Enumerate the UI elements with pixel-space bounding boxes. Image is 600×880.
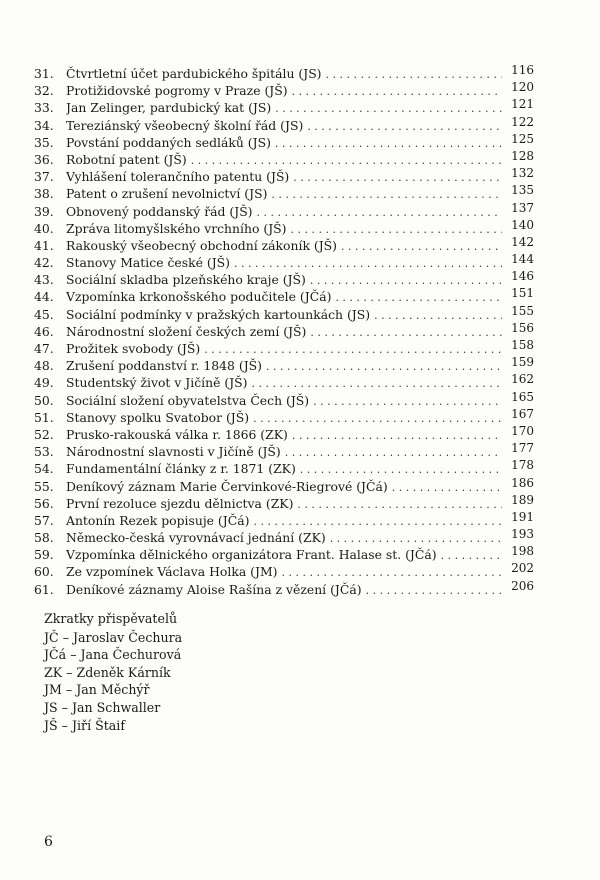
- toc-entry-page: 162: [511, 372, 534, 387]
- toc-entry-number: 52.: [34, 426, 54, 442]
- toc-dot-leader: [392, 479, 502, 496]
- toc-entry-number: 37.: [34, 169, 54, 185]
- toc-entry-title: Zrušení poddanství r. 1848 (JŠ): [66, 358, 262, 374]
- abbreviation-item: JŠ – Jiří Štaif: [44, 717, 125, 733]
- toc-entry-number: 57.: [34, 512, 54, 528]
- toc-dot-leader: [275, 100, 502, 117]
- toc-dot-leader: [204, 341, 502, 358]
- toc-dot-leader: [292, 427, 502, 444]
- toc-entry: [34, 320, 534, 340]
- toc-entry: [34, 200, 534, 220]
- toc-dot-leader: [310, 324, 502, 341]
- toc-entry-title: Antonín Rezek popisuje (JČá): [66, 512, 250, 528]
- toc-dot-leader: [374, 307, 502, 324]
- toc-entry-page: 155: [511, 303, 534, 318]
- toc-entry: [34, 475, 534, 495]
- toc-entry: [34, 340, 534, 357]
- toc-entry: [34, 423, 534, 443]
- toc-entry: [34, 460, 534, 477]
- page-number: 6: [44, 834, 53, 850]
- toc-entry-number: 58.: [34, 530, 54, 546]
- toc-entry: [34, 406, 534, 426]
- toc-dot-leader: [326, 66, 502, 83]
- toc-entry-title: Ze vzpomínek Václava Holka (JM): [66, 564, 278, 580]
- toc-entry-title: Studentský život v Jičíně (JŠ): [66, 375, 248, 391]
- toc-entry-page: 170: [511, 423, 534, 438]
- toc-entry-page: 122: [511, 114, 534, 129]
- toc-entry: [34, 357, 534, 374]
- toc-entry-number: 33.: [34, 100, 54, 116]
- toc-entry: [34, 288, 534, 305]
- toc-entry-title: Národnostní slavnosti v Jičíně (JŠ): [66, 444, 281, 460]
- toc-entry-page: 198: [511, 544, 534, 559]
- toc-entry-number: 47.: [34, 341, 54, 356]
- toc-dot-leader: [257, 204, 502, 221]
- toc-entry-page: 202: [511, 561, 534, 576]
- toc-entry-page: 206: [511, 578, 534, 593]
- abbreviation-item: JM – Jan Měchýř: [44, 682, 150, 698]
- toc-entry-page: 189: [511, 492, 534, 507]
- toc-dot-leader: [253, 513, 502, 530]
- toc-dot-leader: [275, 135, 502, 152]
- toc-entry-page: 165: [511, 389, 534, 404]
- toc-entry-page: 156: [511, 320, 534, 335]
- toc-entry-title: Národnostní složení českých zemí (JŠ): [66, 323, 307, 339]
- toc-entry: [34, 389, 534, 409]
- toc-entry: [34, 271, 534, 288]
- toc-dot-leader: [281, 564, 502, 581]
- toc-dot-leader: [310, 272, 502, 289]
- toc-entry-title: Čtvrtletní účet pardubického špitálu (JS): [66, 66, 322, 81]
- toc-entry-title: První rezoluce sjezdu dělnictva (ZK): [66, 495, 294, 511]
- toc-entry-number: 60.: [34, 564, 54, 580]
- toc-entry: [34, 114, 534, 134]
- toc-entry-page: 135: [511, 183, 534, 198]
- toc-entry: [34, 234, 534, 254]
- toc-dot-leader: [330, 530, 502, 547]
- toc-entry-page: 177: [511, 441, 534, 456]
- toc-entry-number: 40.: [34, 220, 54, 236]
- toc-entry-page: 193: [511, 527, 534, 542]
- toc-dot-leader: [366, 582, 502, 599]
- toc-entry-number: 31.: [34, 66, 54, 81]
- toc-entry: [34, 217, 534, 237]
- toc-entry-title: Prusko-rakouská válka r. 1866 (ZK): [66, 426, 288, 442]
- toc-entry-page: 178: [511, 458, 534, 473]
- toc-entry: [34, 443, 534, 460]
- toc-entry-page: 159: [511, 355, 534, 370]
- toc-entry-number: 39.: [34, 203, 54, 219]
- toc-entry-title: Vyhlášení tolerančního patentu (JŠ): [66, 169, 290, 185]
- toc-entry-title: Deníkové záznamy Aloise Rašína z vězení (JČá): [66, 581, 362, 597]
- toc-entry: [34, 563, 534, 580]
- toc-entry-number: 45.: [34, 306, 54, 322]
- toc-entry-number: 42.: [34, 255, 54, 271]
- toc-dot-leader: [441, 547, 502, 564]
- toc-entry: [34, 185, 534, 202]
- toc-entry: [34, 509, 534, 529]
- toc-entry-page: 144: [511, 252, 534, 267]
- abbreviations-heading: Zkratky přispěvatelů: [44, 611, 178, 626]
- toc-entry-page: 146: [511, 269, 534, 284]
- toc-dot-leader: [253, 410, 502, 427]
- toc-entry-page: 128: [511, 148, 534, 163]
- toc-entry-title: Německo-česká vyrovnávací jednání (ZK): [66, 530, 326, 546]
- toc-dot-leader: [285, 444, 502, 461]
- toc-dot-leader: [313, 393, 502, 410]
- toc-entry-title: Zpráva litomyšlského vrchního (JŠ): [66, 220, 287, 236]
- toc-entry-number: 34.: [34, 117, 54, 133]
- toc-entry-page: 158: [511, 338, 534, 352]
- toc-entry-title: Prožitek svobody (JŠ): [66, 341, 201, 356]
- toc-entry-number: 46.: [34, 323, 54, 339]
- toc-dot-leader: [290, 221, 502, 238]
- toc-entry: [34, 82, 534, 99]
- toc-entry-title: Stanovy spolku Svatobor (JŠ): [66, 409, 250, 425]
- toc-dot-leader: [191, 152, 502, 169]
- toc-entry-number: 44.: [34, 289, 54, 305]
- toc-entry-page: 125: [511, 131, 534, 146]
- toc-entry: [34, 529, 534, 546]
- toc-entry: [34, 254, 534, 271]
- toc-entry-title: Sociální složení obyvatelstva Čech (JŠ): [66, 392, 310, 408]
- toc-entry-number: 43.: [34, 272, 54, 288]
- toc-dot-leader: [335, 289, 502, 306]
- toc-entry-page: 140: [511, 217, 534, 232]
- toc-entry: [34, 492, 534, 512]
- toc-entry: [34, 148, 534, 168]
- toc-entry-number: 53.: [34, 444, 54, 460]
- toc-entry: [34, 65, 534, 82]
- toc-dot-leader: [234, 255, 502, 272]
- toc-entry: [34, 578, 534, 598]
- toc-entry: [34, 131, 534, 151]
- toc-entry-page: 186: [511, 475, 534, 490]
- contributor-abbreviations: [44, 610, 344, 734]
- toc-entry-page: 142: [511, 234, 534, 249]
- toc-entry-page: 137: [511, 200, 534, 215]
- toc-entry-title: Rakouský všeobecný obchodní zákoník (JŠ): [66, 237, 338, 253]
- toc-entry-number: 51.: [34, 409, 54, 425]
- toc-entry-page: 120: [511, 80, 534, 95]
- table-of-contents: [34, 65, 534, 598]
- toc-entry-title: Vzpomínka krkonošského podučitele (JČá): [66, 289, 332, 305]
- toc-entry-number: 32.: [34, 83, 54, 99]
- toc-entry: [34, 303, 534, 323]
- toc-dot-leader: [292, 83, 502, 100]
- toc-entry-number: 36.: [34, 151, 54, 167]
- toc-entry-title: Sociální skladba plzeňského kraje (JŠ): [66, 272, 306, 288]
- toc-entry-title: Fundamentální články z r. 1871 (ZK): [66, 461, 296, 477]
- toc-entry-title: Robotní patent (JŠ): [66, 151, 187, 167]
- toc-dot-leader: [271, 186, 502, 203]
- toc-entry-page: 121: [511, 97, 534, 112]
- toc-entry-page: 167: [511, 406, 534, 421]
- toc-entry-number: 56.: [34, 495, 54, 511]
- toc-dot-leader: [297, 496, 502, 513]
- toc-entry-number: 55.: [34, 478, 54, 494]
- toc-entry-title: Stanovy Matice české (JŠ): [66, 255, 230, 271]
- toc-entry-page: 116: [511, 63, 534, 77]
- toc-dot-leader: [341, 238, 502, 255]
- toc-entry-number: 54.: [34, 461, 54, 477]
- toc-entry-title: Protižidovské pogromy v Praze (JŠ): [66, 83, 288, 99]
- toc-entry-page: 191: [511, 509, 534, 524]
- abbreviation-item: JS – Jan Schwaller: [44, 699, 161, 715]
- toc-entry-title: Sociální podmínky v pražských kartounkách (JS): [66, 306, 371, 322]
- toc-entry-number: 59.: [34, 547, 54, 563]
- toc-entry-title: Jan Zelinger, pardubický kat (JS): [66, 100, 272, 116]
- toc-entry-title: Patent o zrušení nevolnictví (JS): [66, 186, 268, 202]
- toc-entry-page: 132: [511, 166, 534, 181]
- toc-entry-title: Vzpomínka dělnického organizátora Frant. Halase st. (JČá): [66, 547, 437, 563]
- toc-dot-leader: [266, 358, 502, 375]
- toc-dot-leader: [300, 461, 502, 478]
- toc-entry-number: 38.: [34, 186, 54, 202]
- abbreviation-item: JČá – Jana Čechurová: [44, 647, 182, 663]
- toc-entry: [34, 99, 534, 116]
- toc-entry-number: 48.: [34, 358, 54, 374]
- toc-entry-number: 49.: [34, 375, 54, 391]
- toc-entry: [34, 374, 534, 391]
- toc-entry-number: 50.: [34, 392, 54, 408]
- abbreviation-item: ZK – Zdeněk Kárník: [44, 664, 171, 680]
- toc-entry-number: 35.: [34, 134, 54, 150]
- toc-entry-title: Povstání poddaných sedláků (JS): [66, 134, 271, 150]
- toc-entry-title: Deníkový záznam Marie Červinkové-Riegrové (JČá): [66, 478, 388, 494]
- toc-entry-number: 41.: [34, 237, 54, 253]
- toc-entry-title: Obnovený poddanský řád (JŠ): [66, 203, 253, 219]
- toc-entry: [34, 546, 534, 563]
- toc-entry-title: Tereziánský všeobecný školní řád (JS): [66, 117, 304, 133]
- toc-entry: [34, 168, 534, 185]
- toc-dot-leader: [252, 375, 503, 392]
- abbreviation-item: JČ – Jaroslav Čechura: [44, 629, 183, 645]
- toc-dot-leader: [293, 169, 502, 186]
- toc-entry-number: 61.: [34, 581, 54, 597]
- toc-entry-page: 151: [511, 286, 534, 301]
- toc-dot-leader: [307, 118, 502, 135]
